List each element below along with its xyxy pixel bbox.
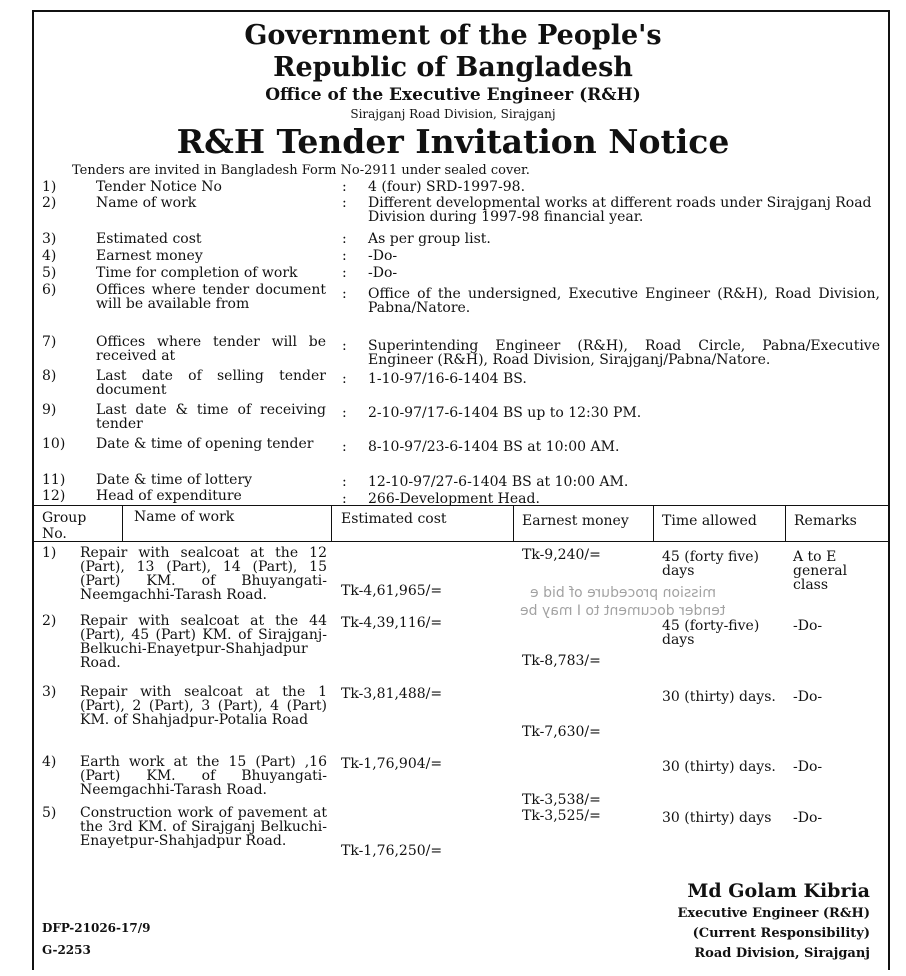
govt-title-line2: Republic of Bangladesh	[273, 52, 633, 83]
item-value: -Do-	[368, 265, 398, 281]
row-time: 30 (thirty) days.	[662, 689, 776, 705]
col-header-remarks: Remarks	[794, 513, 857, 529]
item-label: Head of expenditure	[96, 488, 242, 504]
bleed-through-text: tender document to I may be	[520, 603, 726, 619]
item-colon: :	[342, 371, 347, 387]
item-colon: :	[342, 338, 347, 354]
row-remarks: -Do-	[793, 689, 823, 705]
item-label: Last date & time of receiving tender	[96, 402, 326, 432]
item-label: Date & time of lottery	[96, 472, 253, 488]
row-earnest: Tk-7,630/=	[522, 724, 601, 740]
row-earnest: Tk-3,538/=	[522, 792, 601, 808]
item-colon: :	[342, 195, 347, 211]
row-earnest: Tk-3,525/=	[522, 808, 601, 824]
signatory-name: Md Golam Kibria	[687, 880, 870, 902]
row-work: Earth work at the 15 (Part) ,16 (Part) KM. of Bhuyangati-Neemgachhi-Tarash Road.	[80, 754, 327, 798]
item-label: Estimated cost	[96, 231, 202, 247]
table-col-divider	[513, 505, 514, 541]
row-cost: Tk-1,76,250/=	[341, 843, 443, 859]
item-colon: :	[342, 439, 347, 455]
item-value: Superintending Engineer (R&H), Road Circle, Pabna/Executive Engineer (R&H), Road Division, Sirajganj/Pabna/Natore.	[368, 338, 880, 368]
row-time: 30 (thirty) days.	[662, 759, 776, 775]
item-number: 2)	[42, 195, 57, 211]
row-work: Construction work of pavement at the 3rd KM. of Sirajganj Belkuchi-Enayetpur-Shahjadpur Road.	[80, 805, 327, 849]
row-cost: Tk-4,61,965/=	[341, 583, 443, 599]
item-value: 1-10-97/16-6-1404 BS.	[368, 371, 527, 387]
item-colon: :	[342, 231, 347, 247]
row-number: 1)	[42, 545, 57, 561]
row-remarks: -Do-	[793, 759, 823, 775]
item-label: Name of work	[96, 195, 197, 211]
item-label: Last date of selling tender document	[96, 368, 326, 398]
item-label: Tender Notice No	[96, 179, 222, 195]
item-colon: :	[342, 265, 347, 281]
g-code: G-2253	[42, 943, 91, 957]
item-value: 2-10-97/17-6-1404 BS up to 12:30 PM.	[368, 405, 642, 421]
item-number: 12)	[42, 488, 66, 504]
dfp-code: DFP-21026-17/9	[42, 921, 151, 935]
table-col-divider	[122, 505, 123, 541]
item-number: 7)	[42, 334, 57, 350]
row-cost: Tk-4,39,116/=	[341, 615, 443, 631]
item-colon: :	[342, 474, 347, 490]
intro-text: Tenders are invited in Bangladesh Form No-2911 under sealed cover.	[72, 163, 530, 178]
office-title: Office of the Executive Engineer (R&H)	[265, 85, 641, 105]
item-number: 4)	[42, 248, 57, 264]
item-colon: :	[342, 286, 347, 302]
table-col-divider	[331, 505, 332, 541]
item-number: 5)	[42, 265, 57, 281]
item-colon: :	[342, 491, 347, 507]
signatory-title: Executive Engineer (R&H)	[677, 906, 870, 921]
row-time: 45 (forty five) days	[662, 549, 760, 579]
row-number: 3)	[42, 684, 57, 700]
table-col-divider	[653, 505, 654, 541]
table-col-divider	[785, 505, 786, 541]
row-time: 45 (forty-five) days	[662, 618, 760, 648]
item-value: Office of the undersigned, Executive Engineer (R&H), Road Division, Pabna/Natore.	[368, 286, 880, 316]
row-remarks: -Do-	[793, 810, 823, 826]
item-label: Offices where tender will be received at	[96, 334, 326, 364]
signatory-division: Road Division, Sirajganj	[694, 946, 870, 961]
item-label: Date & time of opening tender	[96, 436, 314, 452]
item-label: Offices where tender document will be available from	[96, 282, 326, 312]
item-value: 266-Development Head.	[368, 491, 540, 507]
row-number: 4)	[42, 754, 57, 770]
govt-title-line1: Government of the People's	[244, 20, 662, 51]
item-value: As per group list.	[368, 231, 491, 247]
col-header-group: Group No.	[42, 510, 87, 542]
item-value: -Do-	[368, 248, 398, 264]
item-value: 12-10-97/27-6-1404 BS at 10:00 AM.	[368, 474, 629, 490]
item-number: 11)	[42, 472, 66, 488]
division-line: Sirajganj Road Division, Sirajganj	[350, 107, 556, 121]
item-value: 8-10-97/23-6-1404 BS at 10:00 AM.	[368, 439, 620, 455]
item-label: Time for completion of work	[96, 265, 298, 281]
table-header-rule	[34, 541, 888, 542]
row-number: 2)	[42, 613, 57, 629]
row-number: 5)	[42, 805, 57, 821]
col-header-work: Name of work	[134, 509, 235, 525]
table-top-rule	[34, 505, 888, 506]
item-label: Earnest money	[96, 248, 203, 264]
row-earnest: Tk-8,783/=	[522, 653, 601, 669]
item-colon: :	[342, 179, 347, 195]
item-number: 8)	[42, 368, 57, 384]
col-header-earnest: Earnest money	[522, 513, 629, 529]
item-number: 9)	[42, 402, 57, 418]
row-work: Repair with sealcoat at the 1 (Part), 2 (Part), 3 (Part), 4 (Part) KM. of Shahjadpur-Potalia Road	[80, 684, 327, 728]
row-work: Repair with sealcoat at the 44 (Part), 45 (Part) KM. of Sirajganj-Belkuchi-Enayetpur-Shahjadpur Road.	[80, 613, 327, 671]
col-header-cost: Estimated cost	[341, 511, 447, 527]
item-number: 1)	[42, 179, 57, 195]
col-header-time: Time allowed	[662, 513, 757, 529]
bleed-through-text: mission procedure of bid e	[530, 585, 717, 601]
item-number: 6)	[42, 282, 57, 298]
item-number: 10)	[42, 436, 66, 452]
signatory-responsibility: (Current Responsibility)	[692, 926, 870, 941]
row-earnest: Tk-9,240/=	[522, 547, 601, 563]
row-work: Repair with sealcoat at the 12 (Part), 13 (Part), 14 (Part), 15 (Part) KM. of Bhuyangati-Neemgachhi-Tarash Road.	[80, 545, 327, 603]
item-colon: :	[342, 405, 347, 421]
row-remarks: A to E general class	[793, 549, 848, 593]
item-colon: :	[342, 248, 347, 264]
row-time: 30 (thirty) days	[662, 810, 772, 826]
row-remarks: -Do-	[793, 618, 823, 634]
item-value: Different developmental works at different roads under Sirajganj Road Division during 1997-98 financial year.	[368, 195, 872, 225]
item-number: 3)	[42, 231, 57, 247]
notice-title: R&H Tender Invitation Notice	[176, 122, 730, 161]
item-value: 4 (four) SRD-1997-98.	[368, 179, 526, 195]
row-cost: Tk-1,76,904/=	[341, 756, 443, 772]
row-cost: Tk-3,81,488/=	[341, 686, 443, 702]
